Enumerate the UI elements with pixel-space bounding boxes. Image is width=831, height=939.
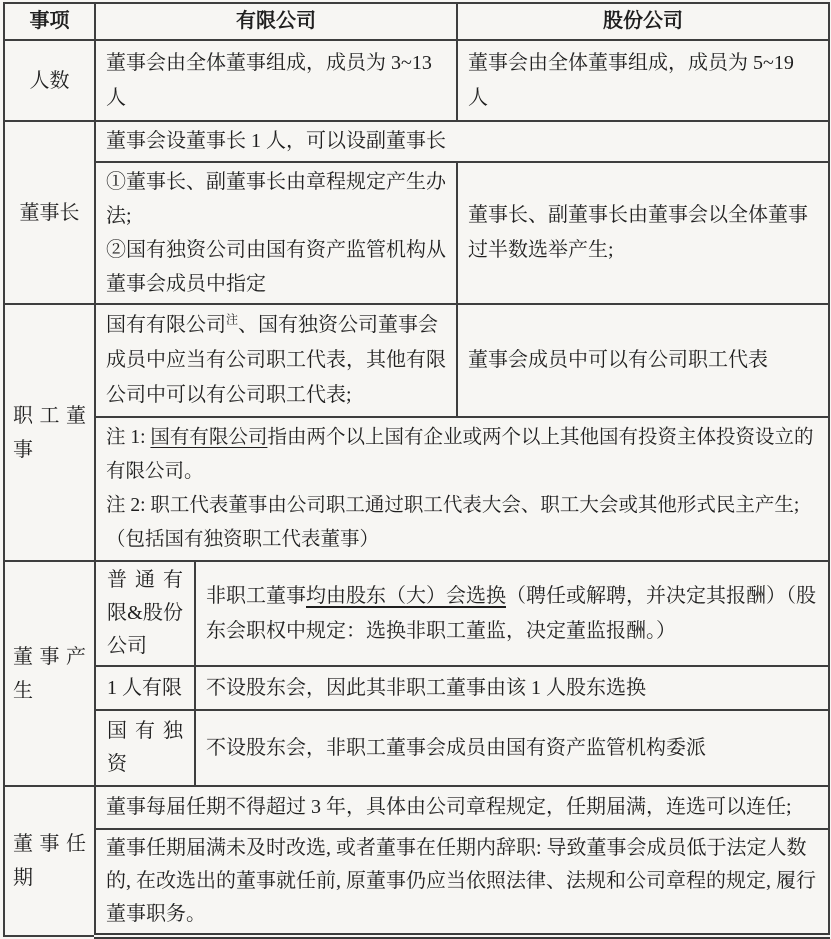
cell-election-ordinary bbox=[195, 561, 829, 666]
cell-members-stock: 董事会由全体董事组成，成员为 5~19 人 bbox=[457, 40, 829, 121]
cell-chairman-common: 董事会设董事长 1 人，可以设副董事长 bbox=[95, 121, 829, 162]
cell-employee-directors-limited bbox=[95, 304, 457, 417]
table-row-term-expiry bbox=[4, 829, 829, 936]
table-row-employee-directors-notes bbox=[4, 417, 829, 561]
table-row-employee-directors bbox=[4, 304, 829, 417]
cell-term-length: 董事每届任期不得超过 3 年，具体由公司章程规定，任期届满，连选可以连任; bbox=[95, 786, 829, 829]
header-stock-company: 股份公司 bbox=[457, 3, 829, 40]
table-row-election-state-owned bbox=[4, 710, 829, 786]
table-row-chairman-common bbox=[4, 121, 829, 162]
note-1-rest: 指由两个以上国有企业或两个以上其他国有投资主体投资设立的有限公司。 bbox=[106, 427, 814, 482]
note-3: （包括国有独资职工代表董事） bbox=[106, 529, 380, 550]
table-header-row bbox=[4, 3, 829, 40]
cell-term-expiry: 董事任期届满未及时改选, 或者董事在任期内辞职: 导致董事会成员低于法定人数的, 在改选出的董事就任前, 原董事仍应当依照法律、法规和公司章程的规定, 履行董事职务。 bbox=[95, 829, 829, 936]
sublabel-single-member-company: 1 人有限 bbox=[95, 666, 195, 710]
row-label-chairman: 董事长 bbox=[4, 121, 95, 304]
election-ordinary-rest: （聘任或解聘，并决定其报酬）（股东会职权中规定：选换非职工董监，决定董监报酬。） bbox=[206, 584, 816, 642]
cell-election-state-owned: 不设股东会，非职工董事会成员由国有资产监管机构委派 bbox=[195, 710, 829, 786]
cell-election-single-member: 不设股东会，因此其非职工董事由该 1 人股东选换 bbox=[195, 666, 829, 710]
note-2: 注 2: 职工代表董事由公司职工通过职工代表大会、职工大会或其他形式民主产生; bbox=[106, 495, 800, 516]
note-1-underlined-term: 国有有限公司 bbox=[150, 427, 268, 448]
chairman-limited-point-2: ②国有独资公司由国有资产监管机构从董事会成员中指定 bbox=[106, 239, 446, 295]
note-1 bbox=[106, 421, 818, 489]
row-label-employee-directors: 职工董事 bbox=[4, 304, 95, 561]
table-row-election-ordinary bbox=[4, 561, 829, 666]
note-superscript: 注 bbox=[226, 312, 239, 327]
election-ordinary-underlined: 均由股东（大）会选换 bbox=[306, 584, 506, 607]
cell-members-limited: 董事会由全体董事组成，成员为 3~13 人 bbox=[95, 40, 457, 121]
election-ordinary-pre: 非职工董事 bbox=[206, 584, 306, 607]
table-row-term-length bbox=[4, 786, 829, 829]
row-label-director-election: 董事产生 bbox=[4, 561, 95, 786]
row-label-members: 人数 bbox=[4, 40, 95, 121]
sublabel-ordinary-companies: 普通有限&股份公司 bbox=[95, 561, 195, 666]
cell-employee-directors-notes bbox=[95, 417, 829, 561]
employee-directors-limited-text: 国有有限公司 bbox=[106, 314, 226, 336]
cell-chairman-limited bbox=[95, 162, 457, 304]
row-label-director-term: 董事任期 bbox=[4, 786, 95, 936]
cell-employee-directors-stock: 董事会成员中可以有公司职工代表 bbox=[457, 304, 829, 417]
table-row-chairman-split bbox=[4, 162, 829, 304]
sublabel-state-owned-company: 国有独资 bbox=[95, 710, 195, 786]
board-of-directors-comparison-table bbox=[3, 2, 830, 939]
header-limited-company: 有限公司 bbox=[95, 3, 457, 40]
table-row-members bbox=[4, 40, 829, 121]
table-row-election-single-member bbox=[4, 666, 829, 710]
employee-directors-limited-text-rest: 、国有独资公司董事会成员中应当有公司职工代表，其他有限公司中可以有公司职工代表; bbox=[106, 314, 446, 406]
note-1-prefix: 注 1: bbox=[106, 427, 151, 448]
header-item: 事项 bbox=[4, 3, 95, 40]
cell-chairman-stock: 董事长、副董事长由董事会以全体董事过半数选举产生; bbox=[457, 162, 829, 304]
chairman-limited-point-1: ①董事长、副董事长由章程规定产生办法; bbox=[106, 171, 446, 227]
